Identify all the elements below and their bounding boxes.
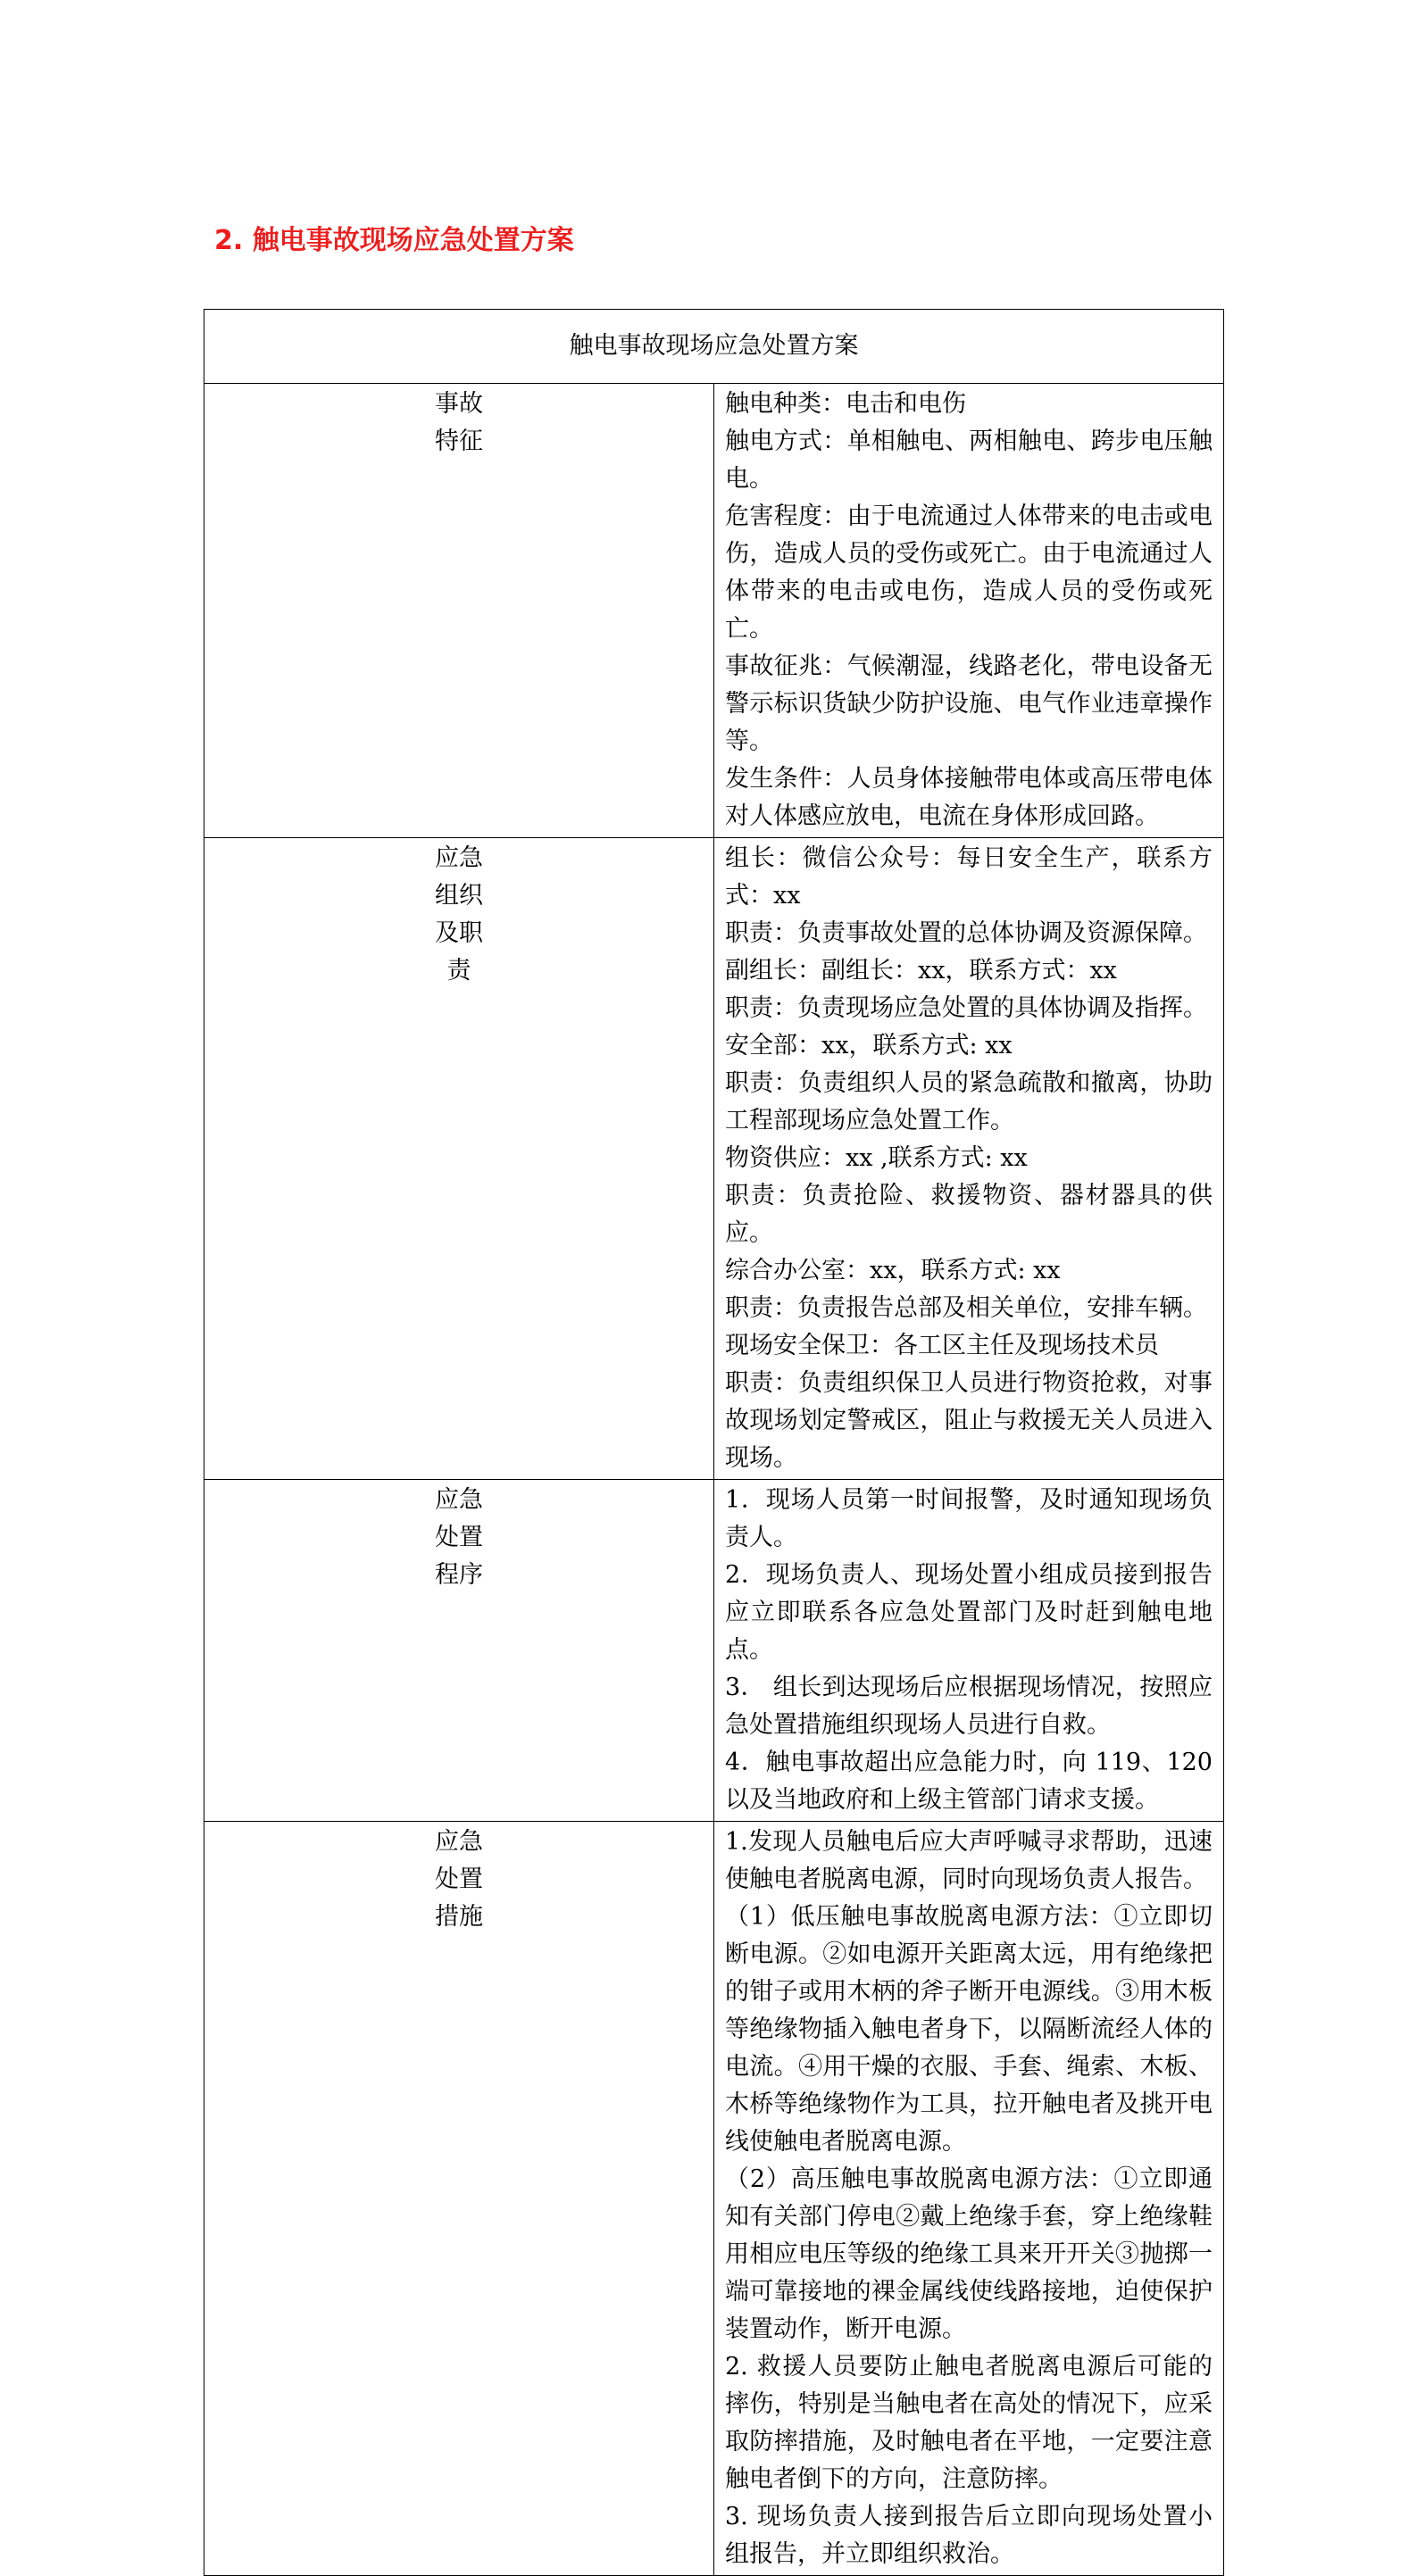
content-line: 4．触电事故超出应急能力时，向 119、120 以及当地政府和上级主管部门请求支援。 bbox=[725, 1749, 1213, 1814]
table-row-accident-features bbox=[204, 384, 1224, 838]
table-caption-row bbox=[204, 310, 1224, 384]
content-line: 2．现场负责人、现场处置小组成员接到报告应立即联系各应急处置部门及时赶到触电地点。 bbox=[725, 1561, 1213, 1664]
content-line: 1．现场人员第一时间报警，及时通知现场负责人。 bbox=[725, 1486, 1213, 1551]
content-line: 现场安全保卫：各工区主任及现场技术员 bbox=[725, 1332, 1159, 1359]
table-row-emergency-organization bbox=[204, 838, 1224, 1480]
row-label: 应急处置程序 bbox=[204, 1480, 714, 1822]
table-row-emergency-procedure bbox=[204, 1480, 1224, 1822]
content-line: 2. 救援人员要防止触电者脱离电源后可能的摔伤，特别是当触电者在高处的情况下，应采取防摔措施，及时触电者在平地，一定要注意触电者倒下的方向，注意防摔。 bbox=[725, 2353, 1213, 2493]
content-line: 物资供应：xx ,联系方式: xx bbox=[725, 1144, 1028, 1172]
row-label: 应急组织及职责 bbox=[204, 838, 714, 1480]
content-line: 组长：微信公众号：每日安全生产，联系方式：xx bbox=[725, 844, 1213, 910]
content-line: 职责：负责抢险、救援物资、器材器具的供应。 bbox=[725, 1182, 1213, 1247]
content-line: 1.发现人员触电后应大声呼喊寻求帮助，迅速使触电者脱离电源，同时向现场负责人报告。 bbox=[725, 1828, 1213, 1893]
content-line: 触电方式：单相触电、两相触电、跨步电压触电。 bbox=[725, 428, 1213, 493]
row-content bbox=[714, 1822, 1224, 2576]
row-content bbox=[714, 384, 1224, 838]
content-line: 触电种类：电击和电伤 bbox=[725, 390, 966, 418]
row-label: 事故特征 bbox=[204, 384, 714, 838]
content-line: 职责：负责组织人员的紧急疏散和撤离，协助工程部现场应急处置工作。 bbox=[725, 1069, 1213, 1134]
row-content bbox=[714, 838, 1224, 1480]
content-line: 副组长：副组长：xx，联系方式：xx bbox=[725, 957, 1117, 985]
section-heading: 2. 触电事故现场应急处置方案 bbox=[214, 225, 574, 256]
content-line: 事故征兆：气候潮湿，线路老化，带电设备无警示标识货缺少防护设施、电气作业违章操作等。 bbox=[725, 652, 1213, 755]
emergency-plan-table bbox=[204, 309, 1224, 2576]
row-content bbox=[714, 1480, 1224, 1822]
row-label: 应急处置措施 bbox=[204, 1822, 714, 2576]
content-line: 职责：负责现场应急处置的具体协调及指挥。 bbox=[725, 994, 1207, 1022]
content-line: 职责：负责事故处置的总体协调及资源保障。 bbox=[725, 919, 1207, 947]
content-line: 综合办公室：xx，联系方式: xx bbox=[725, 1257, 1061, 1284]
table-caption: 触电事故现场应急处置方案 bbox=[204, 310, 1224, 384]
content-line: 3． 组长到达现场后应根据现场情况，按照应急处置措施组织现场人员进行自救。 bbox=[725, 1674, 1213, 1739]
content-line: 危害程度：由于电流通过人体带来的电击或电伤，造成人员的受伤或死亡。由于电流通过人体带来的电击或电伤，造成人员的受伤或死亡。 bbox=[725, 503, 1213, 643]
content-line: 职责：负责报告总部及相关单位，安排车辆。 bbox=[725, 1294, 1207, 1322]
content-line: （2）高压触电事故脱离电源方法：①立即通知有关部门停电②戴上绝缘手套，穿上绝缘鞋用相应电压等级的绝缘工具来开开关③抛掷一端可靠接地的裸金属线使线路接地，迫使保护装置动作，断开电源。 bbox=[725, 2165, 1213, 2343]
content-line: 安全部：xx，联系方式: xx bbox=[725, 1032, 1013, 1059]
content-line: 3. 现场负责人接到报告后立即向现场处置小组报告，并立即组织救治。 bbox=[725, 2503, 1213, 2568]
table-row-emergency-measures bbox=[204, 1822, 1224, 2576]
content-line: （1）低压触电事故脱离电源方法：①立即切断电源。②如电源开关距离太远，用有绝缘把的钳子或用木柄的斧子断开电源线。③用木板等绝缘物插入触电者身下，以隔断流经人体的电流。④用干燥的衣服、手套、绳索、木板、木桥等绝缘物作为工具，拉开触电者及挑开电线使触电者脱离电源。 bbox=[725, 1903, 1213, 2156]
content-line: 职责：负责组织保卫人员进行物资抢救，对事故现场划定警戒区，阻止与救援无关人员进入现场。 bbox=[725, 1369, 1213, 1472]
content-line: 发生条件：人员身体接触带电体或高压带电体对人体感应放电，电流在身体形成回路。 bbox=[725, 765, 1213, 830]
